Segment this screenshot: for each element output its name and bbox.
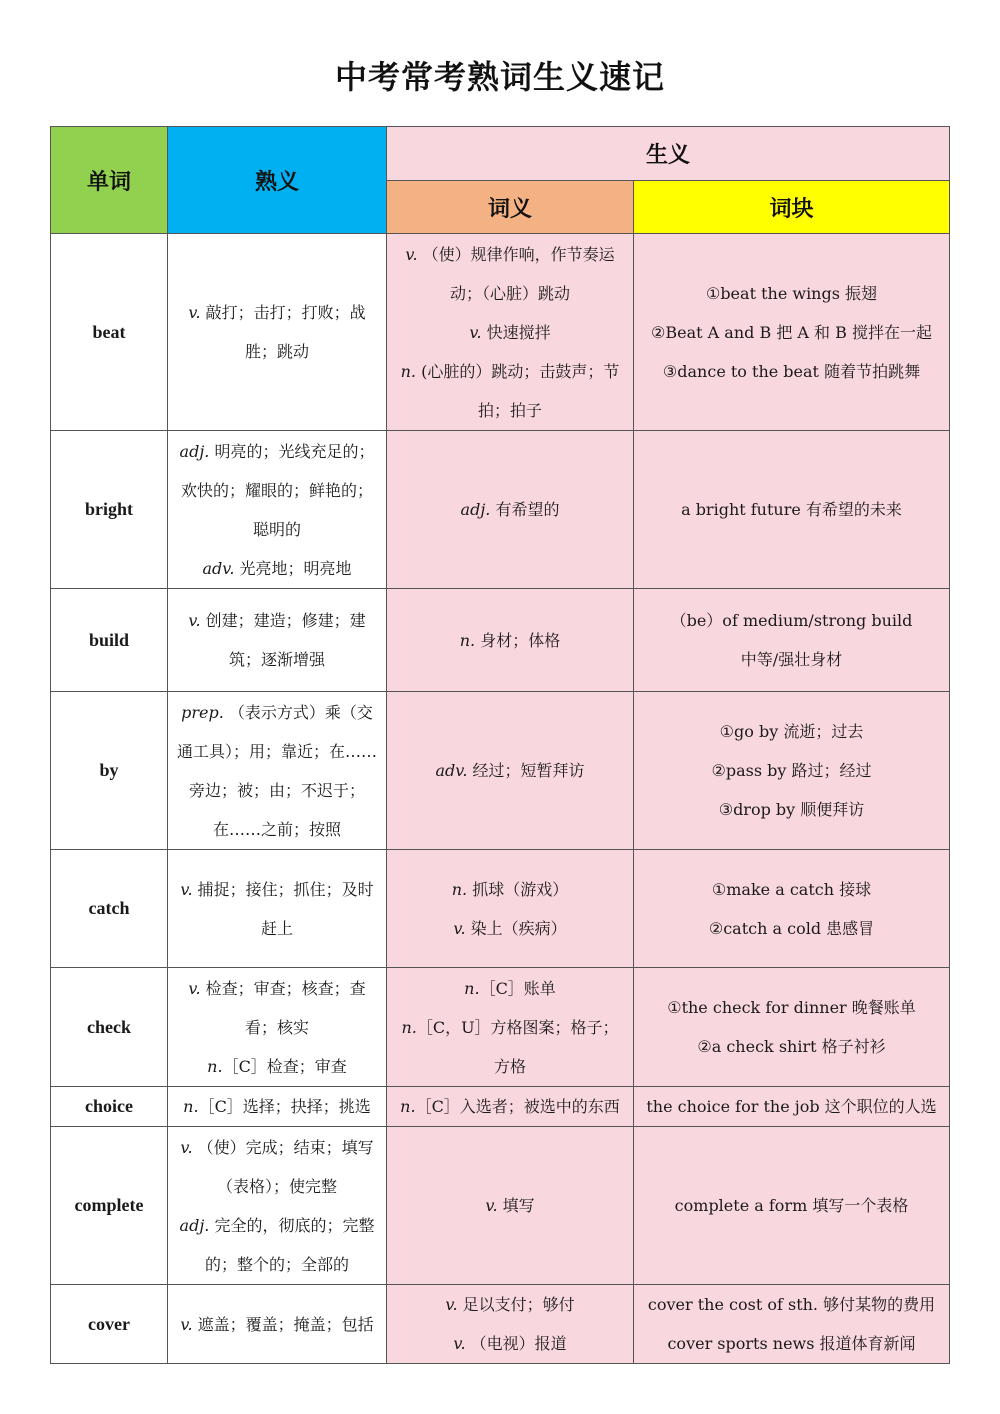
vocab-table	[50, 126, 950, 1364]
definition-text: 染上（疾病）	[465, 918, 567, 938]
entry-line	[395, 1285, 625, 1324]
entry-line	[395, 313, 625, 352]
phrase-cell	[634, 850, 950, 968]
definition-text: 有希望的	[490, 500, 560, 519]
word-cell: beat	[51, 234, 168, 431]
part-of-speech: adj.	[179, 1215, 210, 1235]
word-cell: catch	[51, 850, 168, 968]
entry-line	[395, 751, 625, 790]
page-title: 中考常考熟词生义速记	[334, 58, 665, 96]
phrase-cell	[634, 589, 950, 692]
entry-line	[395, 235, 625, 313]
part-of-speech: adj.	[179, 441, 210, 461]
entry-line	[395, 1186, 625, 1225]
part-of-speech: n.	[464, 978, 480, 998]
definition-text: 经过；短暂拜访	[467, 761, 585, 780]
definition-text: 创建；建造；修建；建筑；逐渐增强	[200, 611, 366, 669]
new-meaning-cell	[387, 234, 634, 431]
header-phrase: 词块	[634, 181, 950, 234]
table-row	[51, 968, 950, 1087]
entry-line	[176, 870, 378, 948]
entry-line	[395, 490, 625, 529]
header-meaning: 词义	[387, 181, 634, 234]
phrase-cell	[634, 968, 950, 1087]
definition-text: ［C］检查；审查	[222, 1056, 347, 1076]
entry-line	[176, 549, 378, 588]
entry-line	[395, 1008, 625, 1086]
phrase-line: cover the cost of sth. 够付某物的费用	[647, 1295, 936, 1314]
definition-text: （电视）报道	[465, 1334, 567, 1353]
entry-line	[176, 1128, 378, 1206]
familiar-meaning-cell	[168, 589, 387, 692]
part-of-speech: v.	[188, 303, 201, 322]
entry-line	[395, 909, 625, 948]
definition-text: 检查；审查；核查；查看；核实	[200, 978, 366, 1037]
phrase-line: ③drop by 顺便拜访	[718, 800, 865, 819]
phrase-cell	[634, 1087, 950, 1127]
part-of-speech: v.	[180, 879, 193, 899]
new-meaning-cell	[387, 589, 634, 692]
part-of-speech: v.	[188, 611, 201, 630]
part-of-speech: v.	[469, 322, 482, 342]
definition-text: （表示方式）乘（交通工具）；用；靠近；在……旁边；被；由；不迟于；在……之前；按照	[176, 702, 377, 839]
definition-text: 光亮地；明亮地	[234, 558, 352, 578]
part-of-speech: n.	[451, 879, 468, 899]
new-meaning-cell	[387, 431, 634, 589]
entry-line	[176, 601, 378, 679]
word-cell: choice	[51, 1087, 168, 1127]
phrase-line: 中等/强壮身材	[740, 650, 843, 669]
part-of-speech: n.	[400, 1097, 416, 1116]
definition-text: 填写	[497, 1196, 535, 1215]
definition-text: ［C，U］方格图案；格子；方格	[416, 1017, 619, 1076]
familiar-meaning-cell	[168, 692, 387, 850]
phrase-line: ②catch a cold 患感冒	[708, 918, 875, 938]
phrase-line: complete a form 填写一个表格	[674, 1196, 909, 1215]
phrase-line: ①make a catch 接球	[711, 879, 872, 899]
entry-line	[395, 870, 625, 909]
definition-text: ［C］账单	[479, 978, 556, 998]
table-row	[51, 431, 950, 589]
phrase-cell	[634, 1285, 950, 1364]
definition-text: 遮盖；覆盖；掩盖；包括	[192, 1314, 374, 1334]
definition-text: （使）完成；结束；填写（表格）；使完整	[192, 1137, 374, 1196]
table-row	[51, 1285, 950, 1364]
phrase-line: （be）of medium/strong build	[670, 611, 913, 630]
phrase-line: a bright future 有希望的未来	[681, 500, 902, 519]
phrase-line: ①the check for dinner 晚餐账单	[667, 998, 916, 1017]
definition-text: 敲打；击打；打败；战胜；跳动	[200, 303, 366, 361]
entry-line	[395, 969, 625, 1008]
entry-line	[395, 352, 625, 430]
phrase-line: ①go by 流逝；过去	[719, 722, 864, 741]
table-row	[51, 1087, 950, 1127]
phrase-line: the choice for the job 这个职位的人选	[646, 1097, 937, 1116]
familiar-meaning-cell	[168, 431, 387, 589]
word-cell: cover	[51, 1285, 168, 1364]
new-meaning-cell	[387, 1127, 634, 1285]
definition-text: （使）规律作响，作节奏运动；（心脏）跳动	[417, 244, 615, 303]
entry-line	[176, 693, 378, 849]
part-of-speech: n.	[400, 361, 417, 381]
definition-text: ［C］选择；抉择；挑选	[198, 1097, 371, 1116]
entry-line	[395, 621, 625, 660]
definition-text: 完全的，彻底的；完整的；整个的；全部的	[204, 1215, 375, 1274]
header-word: 单词	[51, 127, 168, 234]
familiar-meaning-cell	[168, 968, 387, 1087]
part-of-speech: v.	[180, 1314, 193, 1334]
familiar-meaning-cell	[168, 234, 387, 431]
phrase-line: ②a check shirt 格子衬衫	[697, 1037, 886, 1056]
definition-text: 抓球（游戏）	[467, 879, 569, 899]
entry-line	[176, 1206, 378, 1284]
phrase-cell	[634, 234, 950, 431]
definition-text: 快速搅拌	[481, 322, 551, 342]
definition-text: 身材；体格	[475, 630, 561, 650]
part-of-speech: n.	[183, 1097, 199, 1116]
new-meaning-cell	[387, 968, 634, 1087]
table-row	[51, 589, 950, 692]
part-of-speech: v.	[405, 244, 418, 264]
entry-line	[176, 969, 378, 1047]
new-meaning-cell	[387, 850, 634, 968]
familiar-meaning-cell	[168, 1127, 387, 1285]
phrase-cell	[634, 692, 950, 850]
entry-line	[395, 1324, 625, 1363]
table-body	[51, 234, 950, 1364]
entry-line	[176, 432, 378, 549]
part-of-speech: n.	[459, 630, 476, 650]
table-row	[51, 1127, 950, 1285]
familiar-meaning-cell	[168, 1285, 387, 1364]
part-of-speech: v.	[453, 918, 466, 938]
phrase-cell	[634, 431, 950, 589]
new-meaning-cell	[387, 1087, 634, 1127]
part-of-speech: n.	[401, 1017, 417, 1037]
part-of-speech: adj.	[460, 500, 491, 519]
part-of-speech: v.	[485, 1196, 498, 1215]
entry-line	[176, 1047, 378, 1086]
part-of-speech: prep.	[181, 702, 224, 722]
familiar-meaning-cell	[168, 850, 387, 968]
part-of-speech: n.	[207, 1056, 223, 1076]
part-of-speech: v.	[453, 1334, 466, 1353]
definition-text: 明亮的；光线充足的；欢快的；耀眼的；鲜艳的；聪明的	[180, 441, 375, 539]
header-new-meaning: 生义	[387, 127, 950, 181]
definition-text: 捕捉；接住；抓住；及时赶上	[192, 879, 374, 938]
word-cell: build	[51, 589, 168, 692]
table-row	[51, 850, 950, 968]
phrase-cell	[634, 1127, 950, 1285]
part-of-speech: v.	[445, 1295, 458, 1314]
definition-text: 足以支付；够付	[457, 1295, 575, 1314]
part-of-speech: v.	[180, 1137, 193, 1157]
phrase-line: ②pass by 路过；经过	[711, 761, 872, 780]
entry-line	[176, 1087, 378, 1126]
new-meaning-cell	[387, 692, 634, 850]
familiar-meaning-cell	[168, 1087, 387, 1127]
new-meaning-cell	[387, 1285, 634, 1364]
table-row	[51, 234, 950, 431]
word-cell: bright	[51, 431, 168, 589]
entry-line	[176, 1305, 378, 1344]
word-cell: complete	[51, 1127, 168, 1285]
part-of-speech: adv.	[435, 761, 468, 780]
definition-text: (心脏的）跳动；击鼓声；节拍；拍子	[416, 361, 620, 420]
entry-line	[176, 293, 378, 371]
phrase-line: cover sports news 报道体育新闻	[667, 1334, 916, 1353]
phrase-line: ①beat the wings 振翅	[705, 283, 878, 303]
definition-text: ［C］入选者；被选中的东西	[415, 1097, 620, 1116]
word-cell: by	[51, 692, 168, 850]
entry-line	[395, 1087, 625, 1126]
phrase-line: ③dance to the beat 随着节拍跳舞	[662, 361, 921, 381]
header-familiar: 熟义	[168, 127, 387, 234]
word-cell: check	[51, 968, 168, 1087]
phrase-line: ②Beat A and B 把 A 和 B 搅拌在一起	[651, 322, 932, 342]
part-of-speech: adv.	[202, 558, 235, 578]
part-of-speech: v.	[188, 978, 201, 998]
table-row	[51, 692, 950, 850]
